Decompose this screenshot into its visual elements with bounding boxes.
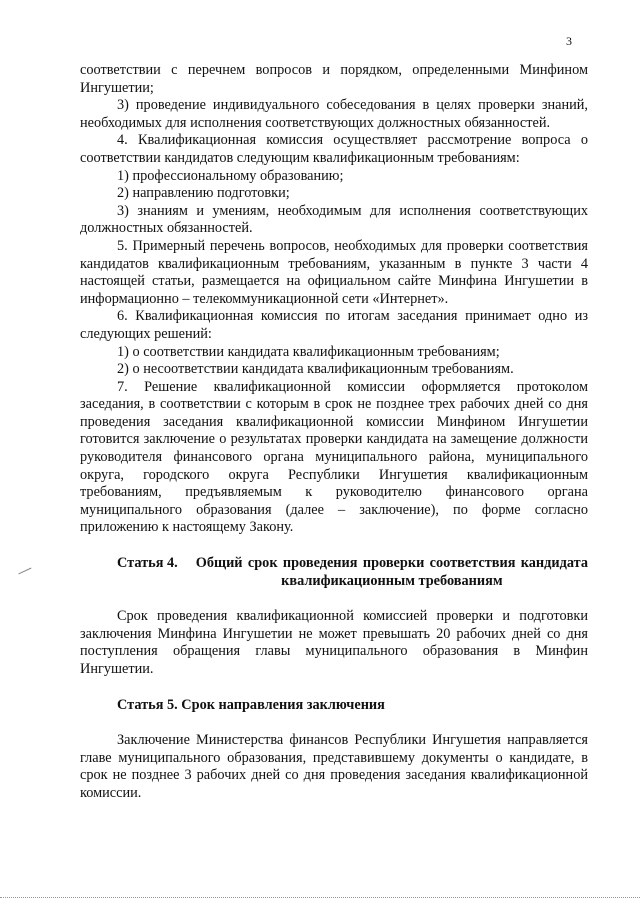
paragraph: 7. Решение квалификационной комиссии оформляется протоколом заседания, в соответствии с которым в срок не позднее трех рабочих дней со дня проведения заседания квалификационной комиссии Минфином Ингушетии готовится заключение о результатах проверки кандидата на замещение должности руководителя финансового органа муниципального района, муниципального округа, городского округа Республики Ингушетия квалификационным требованиям, предъявляемым к руководителю финансового органа муниципального образования (далее – заключение), по форме согласно приложению к настоящему Закону.	[80, 378, 588, 536]
paragraph: 2) о несоответствии кандидата квалификационным требованиям.	[117, 361, 514, 378]
scan-edge-line	[0, 897, 640, 901]
paragraph: соответствии с перечнем вопросов и порядком, определенными Минфином Ингушетии;	[80, 62, 588, 96]
page-number: 3	[566, 34, 572, 48]
article-4-label: Статья 4.	[117, 555, 178, 572]
article-4-title: Общий срок проведения проверки соответствия кандидата квалификационным требованиям	[195, 555, 588, 589]
paragraph: 2) направлению подготовки;	[117, 185, 290, 202]
paragraph: 1) профессиональному образованию;	[117, 167, 344, 184]
document-body	[80, 62, 588, 803]
article-5-body: Заключение Министерства финансов Республики Ингушетия направляется главе муниципального образования, представившему документы о кандидате, в срок не позднее 3 рабочих дней со дня проведения заседания квалификационной комиссии.	[80, 732, 588, 801]
margin-pen-mark	[18, 568, 35, 584]
paragraph: 1) о соответствии кандидата квалификационным требованиям;	[117, 343, 500, 360]
paragraph: 6. Квалификационная комиссия по итогам заседания принимает одно из следующих решений:	[80, 308, 588, 342]
article-5-heading: Статья 5. Срок направления заключения	[117, 696, 385, 713]
paragraph: 4. Квалификационная комиссия осуществляет рассмотрение вопроса о соответствии кандидатов следующим квалификационным требованиям:	[80, 132, 588, 166]
paragraph: 3) знаниям и умениям, необходимым для исполнения соответствующих должностных обязанностей.	[80, 202, 588, 237]
paragraph: 5. Примерный перечень вопросов, необходимых для проверки соответствия кандидатов квалификационным требованиям, указанным в пункте 3 части 4 настоящей статьи, размещается на официальном сайте Минфина Ингушетии в информационно – телекоммуникационной сети «Интернет».	[80, 237, 588, 307]
article-4-heading	[80, 555, 588, 590]
paragraph-list	[80, 62, 588, 537]
paragraph: 3) проведение индивидуального собеседования в целях проверки знаний, необходимых для исполнения соответствующих должностных обязанностей.	[80, 97, 588, 131]
article-4-body: Срок проведения квалификационной комиссией проверки и подготовки заключения Минфина Ингушетии не может превышать 20 рабочих дней со дня поступления обращения главы муниципального образования в Минфин Ингушетии.	[80, 608, 588, 677]
